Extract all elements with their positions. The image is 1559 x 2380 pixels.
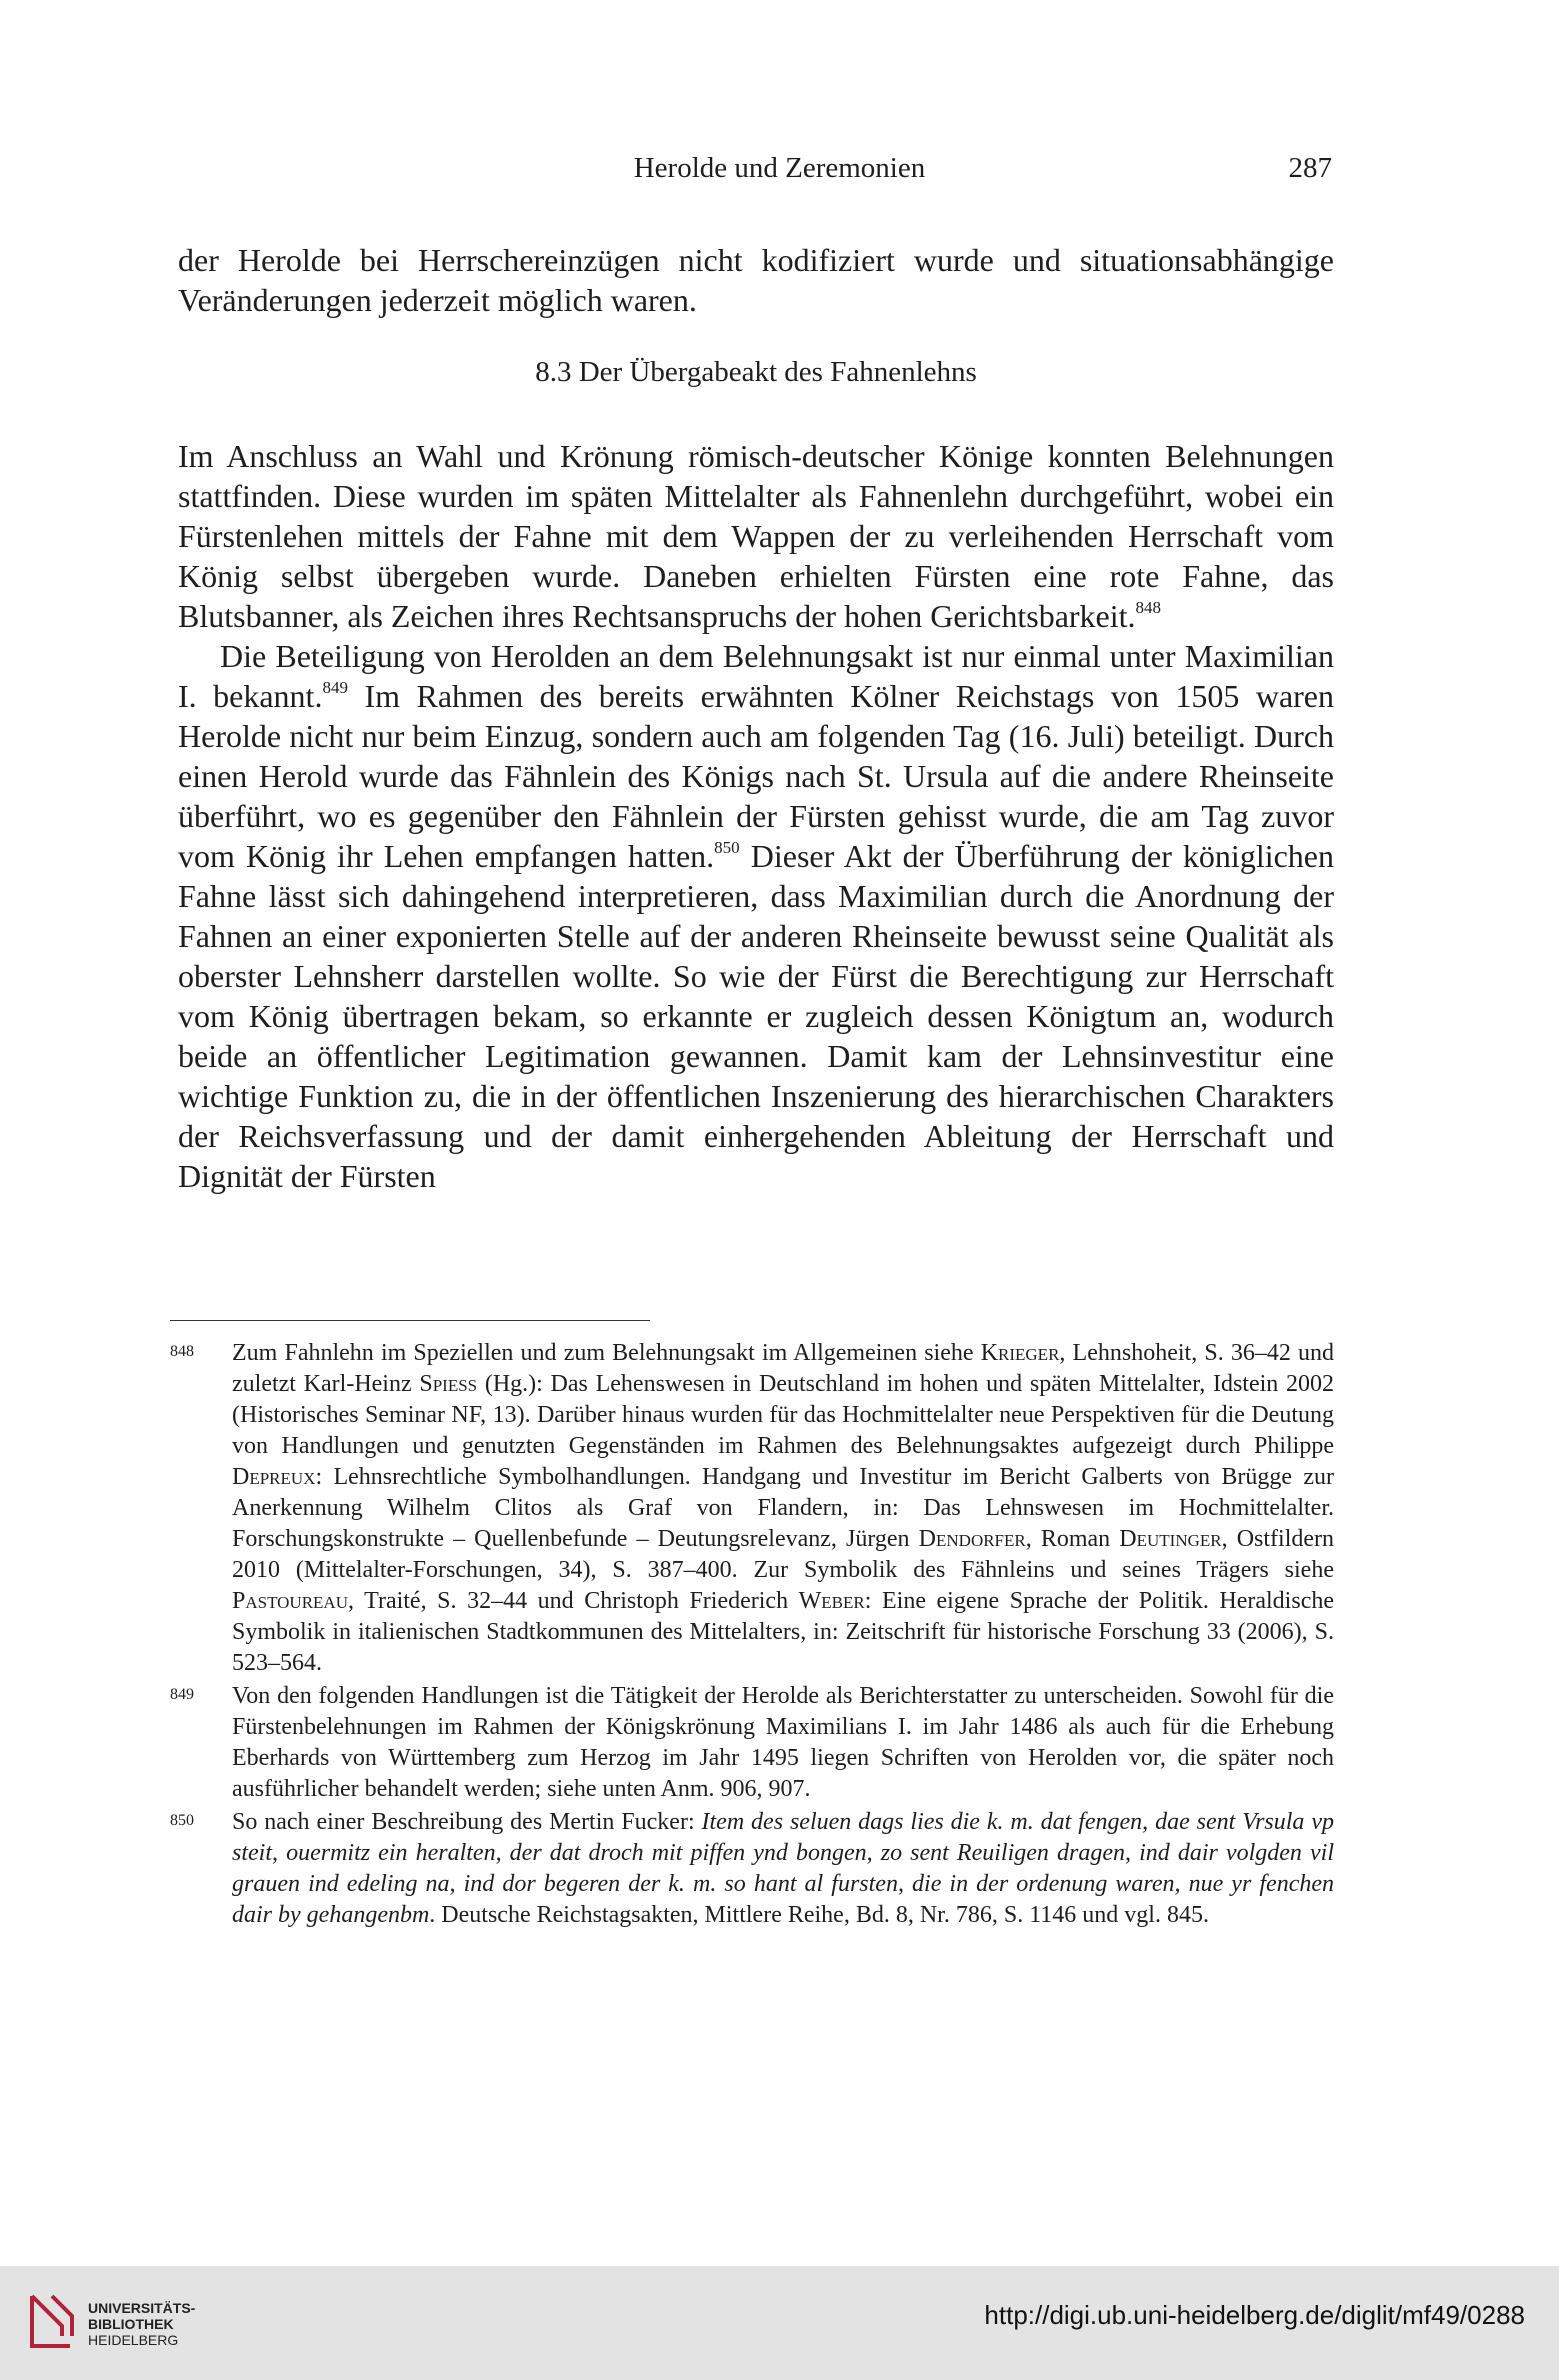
footnote-separator <box>170 1320 650 1321</box>
footnote-text: Zum Fahnlehn im Speziellen und zum Belehnungsakt im Allgemeinen siehe <box>232 1340 981 1366</box>
library-logo-icon <box>22 2288 82 2354</box>
footnote-ref-848: 848 <box>1135 598 1162 617</box>
page-number: 287 <box>1288 152 1332 184</box>
footnote-ref-849: 849 <box>322 678 348 697</box>
library-logo-text <box>88 2300 195 2348</box>
paragraph-2-part-1: Die Beteiligung von Herolden an dem Belehnungsakt ist nur einmal unter Maximilian I. bekannt. <box>178 638 1334 714</box>
continuation-paragraph <box>178 240 1334 320</box>
author-name: Deutinger <box>1119 1526 1222 1552</box>
footnote-text: , Ostfildern 2010 (Mittelalter-Forschungen, 34), S. 387–400. Zur Symbolik des Fähnleins und seines Trägers siehe <box>232 1526 1335 1583</box>
footnote-text: : Eine eigene Sprache der Politik. Heraldische Symbolik in italienischen Stadtkommunen des Mittelalters, in: Zeitschrift für historische Forschung 33 (2006), S. 523–564. <box>232 1588 1334 1676</box>
section-heading: 8.3 Der Übergabeakt des Fahnenlehns <box>535 356 977 388</box>
running-head-title: Herolde und Zeremonien <box>633 152 926 184</box>
footnote-text: , Traité, S. 32–44 und Christoph Friederich <box>348 1588 799 1614</box>
footnote-text: Von den folgenden Handlungen ist die Tätigkeit der Herolde als Berichterstatter zu unterscheiden. Sowohl für die Fürstenbelehnungen im Rahmen der Königskrönung Maximilians I. im Jahr 1486 als auch für die Erhebung Eberhards von Württemberg zum Herzog im Jahr 1495 liegen Schriften von Herolden vor, die später noch ausführlicher behandelt werden; siehe unten Anm. 906, 907. <box>232 1683 1334 1802</box>
footnote-text: : Lehnsrechtliche Symbolhandlungen. Handgang und Investitur im Bericht Galberts von Brügge zur Anerkennung Wilhelm Clitos als Graf von Flandern, in: Das Lehnswesen im Hochmittelalter. Forschungskonstrukte – Quellenbefunde – Deutungsrelevanz, Jürgen <box>232 1464 1334 1552</box>
footnote-text: So nach einer Beschreibung des Mertin Fucker: <box>232 1809 702 1835</box>
logo-line-3: HEIDELBERG <box>88 2332 179 2348</box>
body-text <box>178 436 1334 1196</box>
footnote-ref-850: 850 <box>714 838 740 857</box>
paragraph-2 <box>178 636 1334 1196</box>
footnote-848 <box>170 1338 1334 1679</box>
footnote-number: 848 <box>170 1343 194 1360</box>
author-name: Dendorfer <box>918 1526 1026 1552</box>
author-name: Spiess <box>419 1371 478 1397</box>
footnote-849 <box>170 1681 1334 1805</box>
footnote-text: (Hg.): Das Lehenswesen in Deutschland im hohen und späten Mittelalter, Idstein 2002 (Historisches Seminar NF, 13). Darüber hinaus wurden für das Hochmittelalter neue Perspektiven für die Deutung von Handlungen und genutzten Gegenständen im Rahmen des Belehnungsaktes aufgezeigt durch Philippe <box>232 1371 1334 1459</box>
author-name: Pastoureau <box>232 1588 348 1614</box>
source-url-link[interactable]: http://digi.ub.uni-heidelberg.de/diglit/mf49/0288 <box>984 2300 1525 2330</box>
author-name: Weber <box>798 1588 865 1614</box>
paragraph-1 <box>178 436 1334 636</box>
footnote-text: , Roman <box>1025 1526 1120 1552</box>
footnote-number: 850 <box>170 1812 194 1829</box>
author-name: Krieger <box>980 1340 1060 1366</box>
paragraph-1-text: Im Anschluss an Wahl und Krönung römisch-deutscher Könige konnten Belehnungen stattfinden. Diese wurden im späten Mittelalter als Fahnenlehn durchgeführt, wobei ein Fürstenlehen mittels der Fahne mit dem Wappen der zu verleihenden Herrschaft vom König selbst übergeben wurde. Daneben erhielten Fürsten eine rote Fahne, das Blutsbanner, als Zeichen ihres Rechtsanspruchs der hohen Gerichtsbarkeit. <box>178 438 1334 634</box>
footer-bar <box>0 2266 1559 2380</box>
footnote-text: . Deutsche Reichstagsakten, Mittlere Reihe, Bd. 8, Nr. 786, S. 1146 und vgl. 845. <box>429 1902 1209 1928</box>
logo-line-1: UNIVERSITÄTS- <box>88 2300 196 2316</box>
author-name: Depreux <box>232 1464 316 1490</box>
footnotes <box>170 1338 1334 1933</box>
footnote-850 <box>170 1807 1334 1931</box>
footnote-text: , Lehnshoheit, S. 36–42 und zuletzt Karl-Heinz <box>232 1340 1334 1397</box>
library-logo[interactable] <box>22 2288 222 2358</box>
paragraph-2-part-2: Im Rahmen des bereits erwähnten Kölner Reichstags von 1505 waren Herolde nicht nur beim Einzug, sondern auch am folgenden Tag (16. Juli) beteiligt. Durch einen Herold wurde das Fähnlein des Königs nach St. Ursula auf die andere Rheinseite überführt, wo es gegenüber den Fähnlein der Fürsten gehisst wurde, die am Tag zuvor vom König ihr Lehen empfangen hatten. <box>178 678 1335 874</box>
running-head <box>0 152 1559 192</box>
quoted-source-text: Item des seluen dags lies die k. m. dat fengen, dae sent Vrsula vp steit, ouermitz ein heralten, der dat droch mit piffen ynd bongen, zo sent Reuiligen dragen, ind dair volgden vil grauen ind edeling na, ind dor begeren der k. m. so hant al fursten, die in der ordenung waren, nue yr fenchen dair by gehangenbm <box>232 1809 1334 1928</box>
paragraph-text: der Herolde bei Herrschereinzügen nicht kodifiziert wurde und situationsabhängige Veränderungen jederzeit möglich waren. <box>178 242 1334 318</box>
footnote-number: 849 <box>170 1686 194 1703</box>
logo-line-2: BIBLIOTHEK <box>88 2316 174 2332</box>
paragraph-2-part-3: Dieser Akt der Überführung der königlichen Fahne lässt sich dahingehend interpretieren, dass Maximilian durch die Anordnung der Fahnen an einer exponierten Stelle auf der anderen Rheinseite bewusst seine Qualität als oberster Lehnsherr darstellen wollte. So wie der Fürst die Berechtigung zur Herrschaft vom König übertragen bekam, so erkannte er zugleich dessen Königtum an, wodurch beide an öffentlicher Legitimation gewannen. Damit kam der Lehnsinvestitur eine wichtige Funktion zu, die in der öffentlichen Inszenierung des hierarchischen Charakters der Reichsverfassung und der damit einhergehenden Ableitung der Herrschaft und Dignität der Fürsten <box>178 838 1335 1194</box>
